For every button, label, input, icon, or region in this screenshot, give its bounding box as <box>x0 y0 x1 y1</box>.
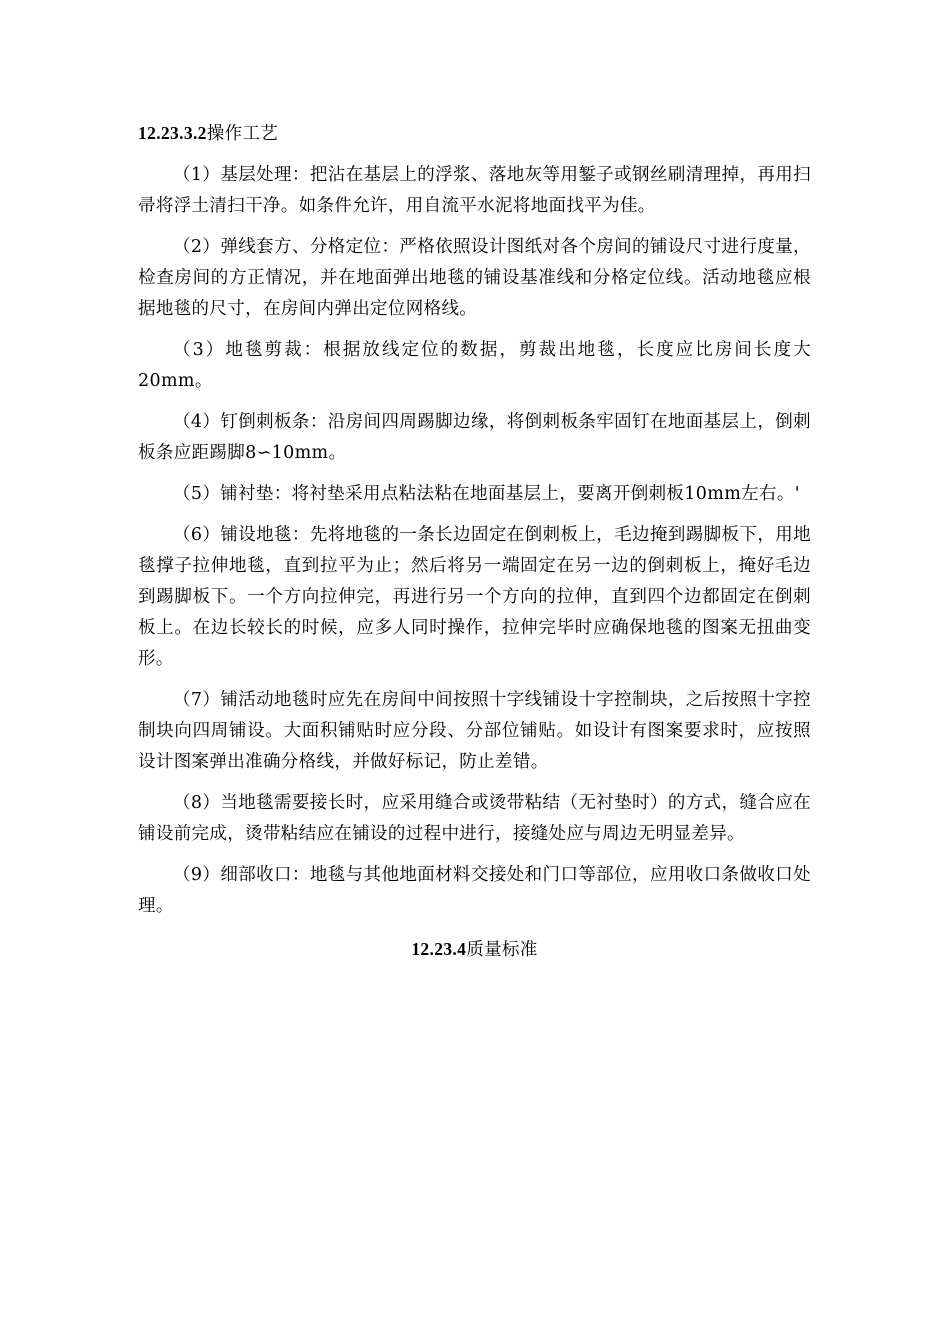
paragraph-5: （5）铺衬垫：将衬垫采用点粘法粘在地面基层上，要离开倒刺板10mm左右。' <box>173 484 800 504</box>
paragraph-2: （2）弹线套方、分格定位：严格依照设计图纸对各个房间的铺设尺寸进行度量，检查房间的方正情况，并在地面弹出地毯的铺设基准线和分格定位线。活动地毯应根据地毯的尺寸，在房间内弹出定位网格线。 <box>138 237 811 319</box>
section-number: 12.23.3.2 <box>138 123 207 143</box>
paragraph-6: （6）铺设地毯：先将地毯的一条长边固定在倒刺板上，毛边掩到踢脚板下，用地毯撑子拉伸地毯，直到拉平为止；然后将另一端固定在另一边的倒刺板上，掩好毛边到踢脚板下。一个方向拉伸完，再进行另一个方向的拉伸，直到四个边都固定在倒刺板上。在边长较长的时候，应多人同时操作，拉伸完毕时应确保地毯的图案无扭曲变形。 <box>138 525 811 669</box>
paragraph-8: （8）当地毯需要接长时，应采用缝合或烫带粘结（无衬垫时）的方式，缝合应在铺设前完成，烫带粘结应在铺设的过程中进行，接缝处应与周边无明显差异。 <box>138 793 811 844</box>
section-heading <box>138 118 811 150</box>
paragraph-3: （3）地毯剪裁：根据放线定位的数据，剪裁出地毯，长度应比房间长度大20mm。 <box>138 340 811 391</box>
paragraph-9: （9）细部收口：地毯与其他地面材料交接处和门口等部位，应用收口条做收口处理。 <box>138 865 811 916</box>
next-section-number: 12.23.4 <box>411 939 467 959</box>
section-title: 操作工艺 <box>206 124 279 144</box>
document-body <box>138 118 811 966</box>
paragraph-7: （7）铺活动地毯时应先在房间中间按照十字线铺设十字控制块，之后按照十字控制块向四周铺设。大面积铺贴时应分段、分部位铺贴。如设计有图案要求时，应按照设计图案弹出准确分格线，并做好标记，防止差错。 <box>138 690 811 772</box>
paragraph-4: （4）钉倒刺板条：沿房间四周踢脚边缘，将倒刺板条牢固钉在地面基层上，倒刺板条应距踢脚8∽10mm。 <box>138 412 811 463</box>
next-section-heading <box>138 934 811 966</box>
paragraph-1: （1）基层处理：把沾在基层上的浮浆、落地灰等用錾子或钢丝刷清理掉，再用扫帚将浮土清扫干净。如条件允许，用自流平水泥将地面找平为佳。 <box>138 165 811 216</box>
next-section-title: 质量标准 <box>466 940 538 960</box>
